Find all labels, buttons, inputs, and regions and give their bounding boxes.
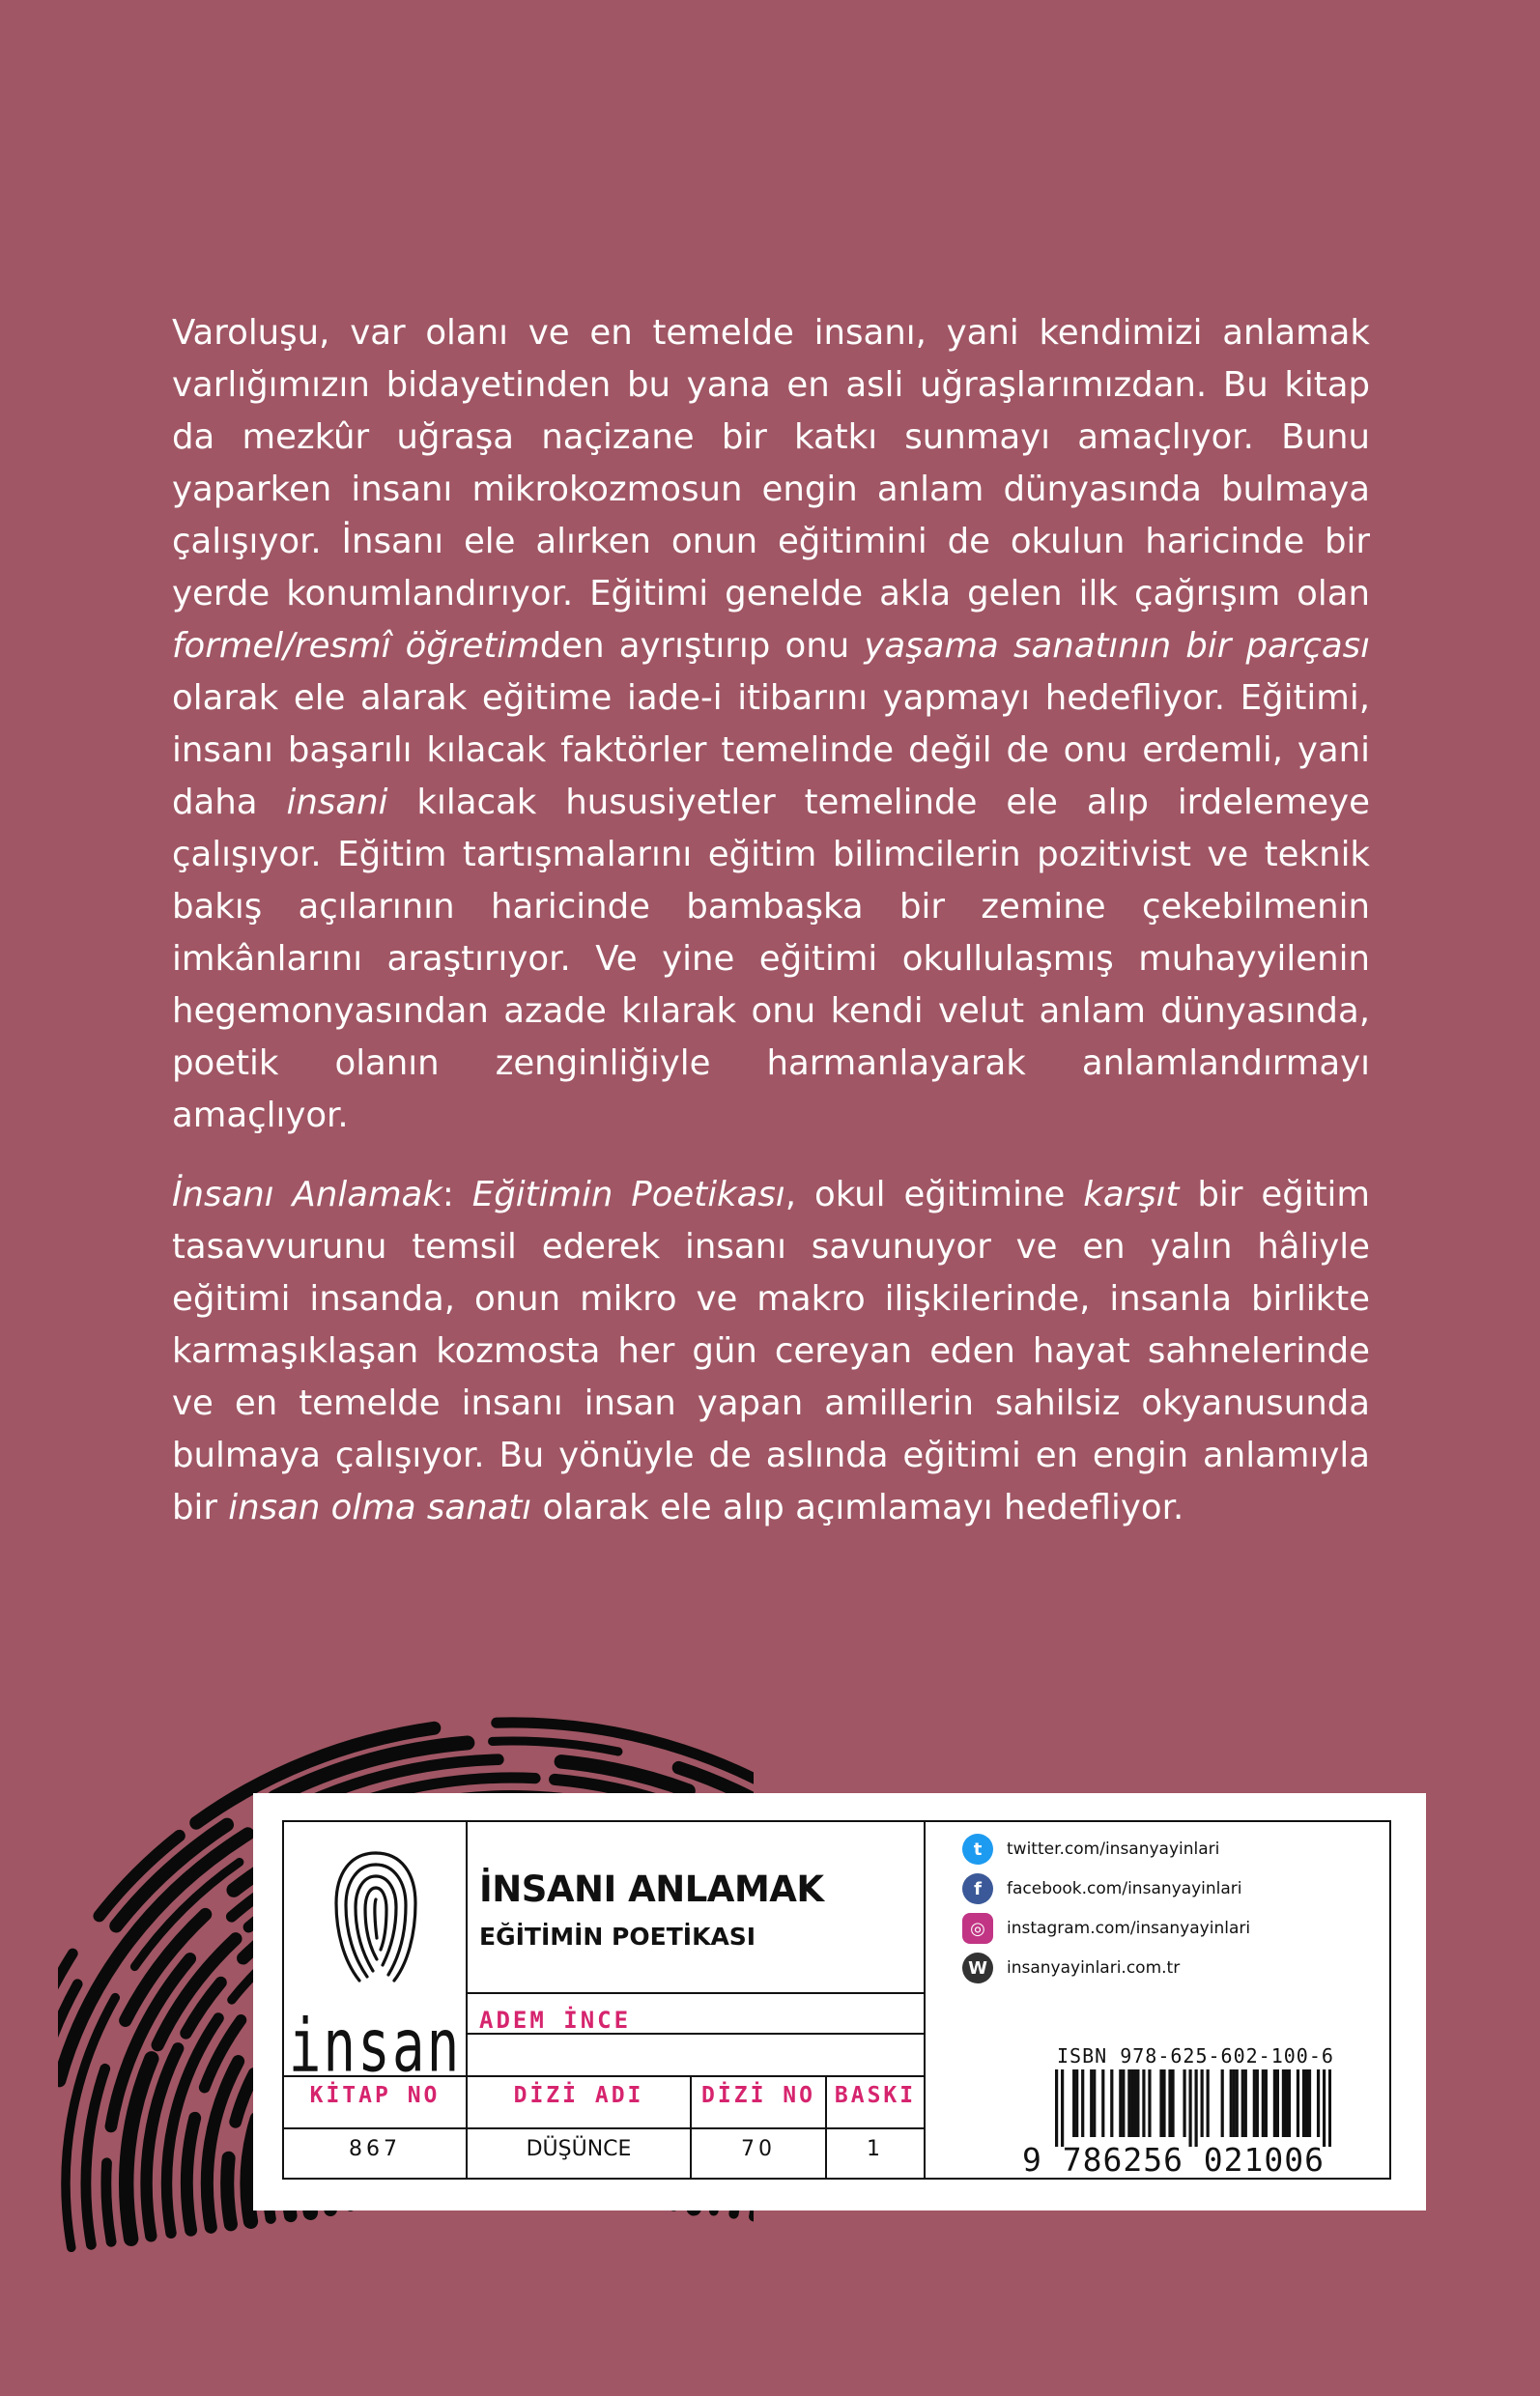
- barcode-bar: [1119, 2069, 1122, 2137]
- barcode-bar: [1265, 2069, 1268, 2137]
- barcode-digits: 9 786256 021006: [1022, 2141, 1326, 2179]
- barcode-bar: [1142, 2069, 1145, 2137]
- fingerprint-ridge: [186, 2118, 194, 2230]
- italic-phrase: formel/resmî öğretim: [172, 626, 540, 666]
- barcode-bar: [1061, 2069, 1064, 2147]
- facebook-link[interactable]: facebook.com/insanyayinlari: [1007, 1879, 1242, 1898]
- fingerprint-ridge: [106, 2163, 111, 2242]
- barcode-bar: [1201, 2069, 1204, 2137]
- web-link[interactable]: insanyayinlari.com.tr: [1007, 1958, 1181, 1978]
- barcode-bar: [1090, 2069, 1093, 2137]
- barcode-bar: [1072, 2069, 1075, 2137]
- italic-phrase: Eğitimin Poetikası: [471, 1175, 785, 1214]
- twitter-icon: t: [962, 1834, 993, 1865]
- barcode-bar: [1136, 2069, 1139, 2137]
- italic-phrase: insani: [286, 783, 388, 822]
- italic-phrase: insan olma sanatı: [228, 1488, 532, 1527]
- label-frame: [282, 1820, 1391, 2180]
- barcode-bar: [1253, 2069, 1256, 2137]
- barcode-bar: [1101, 2069, 1104, 2137]
- fingerprint-ridge: [493, 1741, 618, 1752]
- barcode-bar: [1207, 2069, 1210, 2137]
- barcode-bar: [1221, 2069, 1224, 2137]
- barcode-bar: [1328, 2069, 1331, 2147]
- barcode-bar: [1323, 2069, 1326, 2147]
- barcode-bar: [1148, 2069, 1151, 2137]
- barcode-bar: [1171, 2069, 1174, 2137]
- barcode-bar: [1159, 2069, 1162, 2137]
- barcode-bar: [1130, 2069, 1133, 2137]
- italic-phrase: karşıt: [1083, 1175, 1180, 1214]
- fingerprint-logo-icon: [330, 1845, 421, 1988]
- barcode-bar: [1262, 2069, 1265, 2137]
- header-dizi-no: DİZİ NO: [701, 2083, 815, 2108]
- barcode-bar: [1244, 2069, 1247, 2137]
- publisher-logo: insan: [288, 2004, 462, 2090]
- barcode-bar: [1302, 2069, 1305, 2137]
- value-dizi-no: 70: [741, 2137, 776, 2161]
- barcode-bar: [1195, 2069, 1198, 2147]
- barcode-bar: [1236, 2069, 1239, 2137]
- value-kitap-no: 867: [349, 2137, 401, 2161]
- barcode-bar: [1233, 2069, 1236, 2137]
- barcode-bar: [1168, 2069, 1171, 2137]
- barcode-bar: [1282, 2069, 1285, 2137]
- header-dizi-adi: DİZİ ADI: [513, 2083, 644, 2108]
- barcode-bar: [1297, 2069, 1299, 2137]
- barcode-bar: [1256, 2069, 1259, 2137]
- social-facebook[interactable]: [962, 1873, 1242, 1904]
- barcode-bar: [1273, 2069, 1276, 2137]
- barcode-bar: [1288, 2069, 1291, 2137]
- header-kitap-no: KİTAP NO: [309, 2083, 441, 2108]
- twitter-link[interactable]: twitter.com/insanyayinlari: [1007, 1840, 1220, 1859]
- italic-phrase: İnsanı Anlamak: [172, 1175, 442, 1214]
- social-web[interactable]: [962, 1953, 1180, 1983]
- barcode-bar: [1317, 2069, 1320, 2137]
- barcode-bar: [1110, 2069, 1113, 2137]
- barcode-bar: [1188, 2069, 1191, 2147]
- instagram-link[interactable]: instagram.com/insanyayinlari: [1007, 1919, 1251, 1938]
- back-cover-blurb: [172, 307, 1370, 1561]
- barcode-bar: [1075, 2069, 1078, 2137]
- italic-phrase: yaşama sanatının bir parçası: [864, 626, 1371, 666]
- barcode-bar: [1285, 2069, 1288, 2137]
- fingerprint-ridge: [227, 2158, 231, 2225]
- social-instagram[interactable]: [962, 1913, 1250, 1944]
- barcode-bar: [1308, 2069, 1311, 2137]
- book-info-label: [253, 1793, 1426, 2211]
- barcode-bar: [1122, 2069, 1125, 2137]
- value-dizi-adi: DÜŞÜNCE: [526, 2137, 632, 2161]
- barcode-bar: [1081, 2069, 1084, 2137]
- barcode-bar: [1133, 2069, 1136, 2137]
- barcode-bar: [1183, 2069, 1185, 2137]
- barcode-bar: [1305, 2069, 1308, 2137]
- barcode-bar: [1162, 2069, 1165, 2137]
- value-baski: 1: [867, 2137, 884, 2161]
- book-title: İNSANI ANLAMAK: [479, 1868, 824, 1910]
- barcode-bar: [1230, 2069, 1233, 2137]
- isbn-number: ISBN 978-625-602-100-6: [1057, 2044, 1334, 2068]
- isbn-barcode: [1055, 2069, 1331, 2147]
- web-icon: W: [962, 1953, 993, 1983]
- fingerprint-ridge: [86, 2068, 105, 2244]
- social-twitter[interactable]: [962, 1834, 1219, 1865]
- blurb-paragraph-1: Varoluşu, var olanı ve en temelde insanı, yani kendimizi anlamak varlığımızın bidayetinden bu yana en asli uğraşlarımızdan. Bu kitap da mezkûr uğraşa naçizane bir katkı sunmayı amaçlıyor. Bunu yaparken insanı mikrokozmosun engin anlam dünyasında bulmaya çalışıyor. İnsanı ele alırken onun eğitimini de okulun haricinde bir yerde konumlandırıyor. Eğitimi genelde akla gelen ilk çağrışım olan formel/resmî öğretimden ayrıştırıp onu yaşama sanatının bir parçası olarak ele alarak eğitime iade-i itibarını yapmayı hedefliyor. Eğitimi, insanı başarılı kılacak faktörler temelinde değil de onu erdemli, yani daha insani kılacak hususiyetler temelinde ele alıp irdelemeye çalışıyor. Eğitim tartışmalarını eğitim bilimcilerin pozitivist ve teknik bakış açılarının haricinde bambaşka bir zemine çekebilmenin imkânlarını araştırıyor. Ve yine eğitimi okullulaşmış muhayyilenin hegemonyasından azade kılarak onu kendi velut anlam dünyasında, poetik olanın zenginliğiyle harmanlayarak anlamlandırmayı amaçlıyor.: [172, 313, 1371, 1135]
- barcode-bar: [1127, 2069, 1130, 2137]
- instagram-icon: ◎: [962, 1913, 993, 1944]
- barcode-bar: [1241, 2069, 1244, 2137]
- barcode-bar: [1055, 2069, 1058, 2147]
- book-subtitle: EĞİTİMİN POETİKASI: [479, 1923, 756, 1951]
- barcode-bar: [1276, 2069, 1279, 2137]
- barcode-bar: [1093, 2069, 1096, 2137]
- header-baski: BASKI: [834, 2083, 917, 2108]
- blurb-paragraph-2: İnsanı Anlamak: Eğitimin Poetikası, okul eğitimine karşıt bir eğitim tasavvurunu temsil ederek insanı savunuyor ve en yalın hâliyle eğitimi insanda, onun mikro ve makro ilişkilerinde, insanla birlikte karmaşıklaşan kozmosta her gün cereyan eden hayat sahnelerinde ve en temelde insanı insan yapan amillerin sahilsiz okyanusunda bulmaya çalışıyor. Bu yönüyle de aslında eğitimi en engin anlamıyla bir insan olma sanatı olarak ele alıp açımlamayı hedefliyor.: [172, 1175, 1370, 1527]
- book-author: ADEM İNCE: [479, 2007, 632, 2034]
- facebook-icon: f: [962, 1873, 993, 1904]
